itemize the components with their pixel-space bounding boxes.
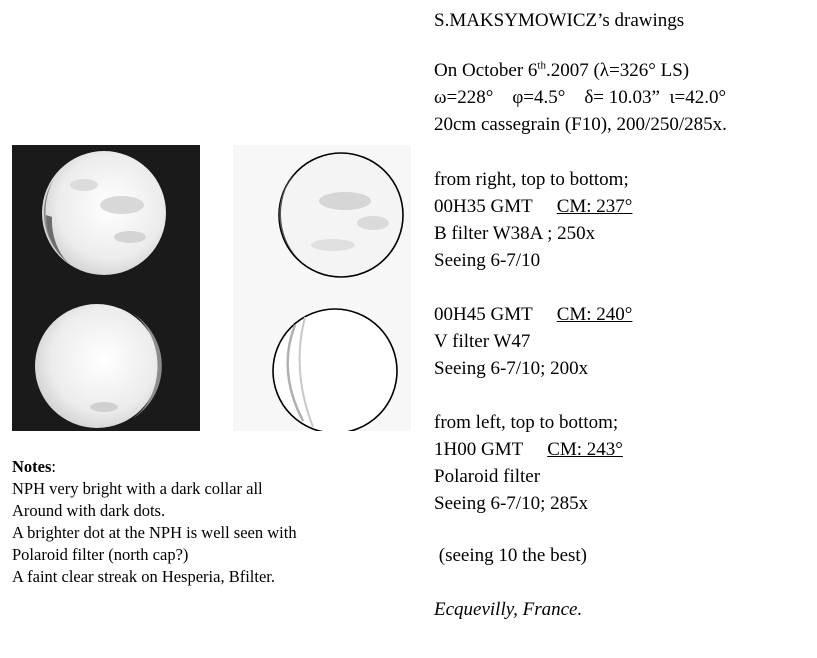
notes-line: NPH very bright with a dark collar all bbox=[12, 479, 263, 498]
mars-disk-bottom-left bbox=[35, 304, 162, 428]
set2-seeing: Seeing 6-7/10; 200x bbox=[434, 358, 589, 379]
mars-disk-top-left bbox=[42, 151, 166, 275]
instrument-info: 20cm cassegrain (F10), 200/250/285x. bbox=[434, 114, 727, 135]
dark-drawing-panel bbox=[12, 145, 200, 431]
notes-line: Polaroid filter (north cap?) bbox=[12, 545, 189, 564]
drawings-title: S.MAKSYMOWICZ’s drawings bbox=[434, 10, 685, 31]
location: Ecquevilly, France. bbox=[434, 599, 583, 620]
set3-seeing: Seeing 6-7/10; 285x bbox=[434, 493, 589, 514]
set1-heading: from right, top to bottom; bbox=[434, 169, 629, 190]
notes-heading: Notes: bbox=[12, 457, 56, 476]
seeing-note: (seeing 10 the best) bbox=[434, 545, 588, 566]
notes-block bbox=[12, 456, 297, 588]
mars-disk-bottom-right bbox=[273, 309, 397, 431]
notes-line: A faint clear streak on Hesperia, Bfilter. bbox=[12, 567, 275, 586]
notes-line: Around with dark dots. bbox=[12, 501, 166, 520]
set3-cm: CM: 243° bbox=[547, 439, 623, 460]
set2-time: 00H45 GMT CM: 240° bbox=[434, 304, 633, 325]
set3-filter: Polaroid filter bbox=[434, 466, 541, 487]
observation-params: ω=228° φ=4.5° δ= 10.03” ι=42.0° bbox=[434, 87, 727, 108]
set1-seeing: Seeing 6-7/10 bbox=[434, 250, 541, 271]
set1-filter: B filter W38A ; 250x bbox=[434, 223, 596, 244]
set3-time: 1H00 GMT CM: 243° bbox=[434, 439, 623, 460]
set3-heading: from left, top to bottom; bbox=[434, 412, 619, 433]
set2-cm: CM: 240° bbox=[556, 304, 633, 325]
mars-disk-top-right bbox=[279, 153, 403, 277]
set1-time: 00H35 GMT CM: 237° bbox=[434, 196, 633, 217]
set2-filter: V filter W47 bbox=[434, 331, 531, 352]
light-drawing-panel bbox=[233, 145, 411, 431]
notes-line: A brighter dot at the NPH is well seen with bbox=[12, 523, 297, 542]
set1-cm: CM: 237° bbox=[556, 196, 633, 217]
observation-date: On October 6th.2007 (λ=326° LS) bbox=[434, 59, 690, 81]
